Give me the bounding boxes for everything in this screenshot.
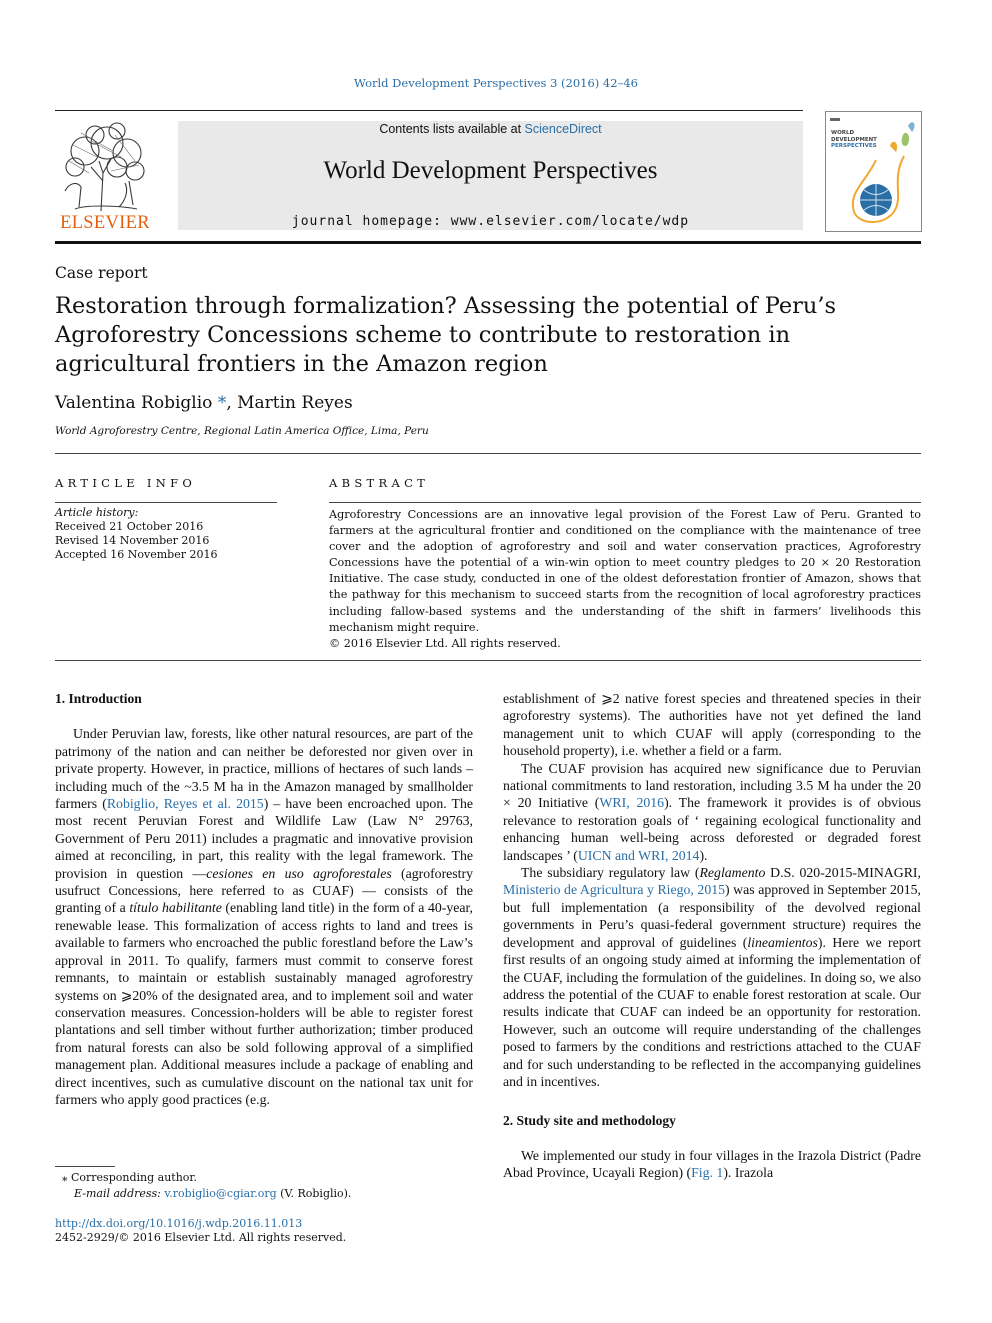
email-label: E-mail address: (74, 1187, 165, 1200)
divider-below-abstract (55, 660, 921, 661)
abstract-text: Agroforestry Concessions are an innovative legal provision of the Forest Law of Peru. Granted to farmers at the agricultural frontier and conditioned on the compliance with the maintenance of tree cover and the adoption of agroforestry and soil and water conservation practices, Agroforestry Concessions have the potential of a win-win option to meet country pledges to 20 × 20 Restoration Initiative. The case study, conducted in one of the oldest deforestation frontier of Amazon, shows that the pathway for this mechanism to succeed starts from the recognition of local agroforestry practices including fallow-based systems and the understanding of the shift in farmers’ livelihoods this mechanism might require. (329, 508, 921, 634)
journal-title: World Development Perspectives (323, 157, 658, 184)
cover-title-line-1: WORLD (831, 130, 855, 136)
right-p3-text-a: The subsidiary regulatory law ( (521, 865, 700, 881)
journal-homepage[interactable]: journal homepage: www.elsevier.com/locate/wdp (291, 214, 690, 229)
intro-term-titulo: título habilitante (129, 900, 222, 916)
issn-copyright: 2452-2929/© 2016 Elsevier Ltd. All rights reserved. (55, 1231, 347, 1244)
ref-wri-2016[interactable]: WRI, 2016 (599, 795, 665, 811)
received-date: Received 21 October 2016 (55, 520, 204, 533)
author-reyes[interactable]: Martin Reyes (237, 393, 353, 413)
intro-text-c: (agroforestry usufruct Concessions, here referred to as CUAF) — consists of the granting of a (55, 865, 473, 916)
accepted-date: Accepted 16 November 2016 (55, 548, 218, 561)
elsevier-wordmark: ELSEVIER (60, 213, 150, 233)
abstract-rule (329, 502, 921, 503)
article-title: Restoration through formalization? Assessing the potential of Peru’s Agroforestry Concessions scheme to contribute to restoration in agricultural frontiers in the Amazon region (55, 293, 837, 377)
article-info-heading: ARTICLE INFO (55, 476, 197, 490)
footnote-rule (55, 1166, 115, 1167)
doi-link[interactable]: http://dx.doi.org/10.1016/j.wdp.2016.11.013 (55, 1217, 303, 1230)
email-suffix: (V. Robiglio). (276, 1187, 352, 1200)
article-info-rule (55, 502, 277, 503)
author-email-link[interactable]: v.robiglio@cgiar.org (164, 1187, 277, 1200)
journal-masthead (178, 121, 803, 230)
revised-date: Revised 14 November 2016 (55, 534, 210, 547)
author-list (55, 393, 353, 413)
intro-paragraph-1 (55, 725, 473, 1108)
affiliation: World Agroforestry Centre, Regional Latin America Office, Lima, Peru (55, 425, 429, 437)
ref-fig-1[interactable]: Fig. 1 (691, 1165, 724, 1181)
contents-prefix: Contents lists available at (379, 122, 525, 136)
cover-globe-icon (826, 112, 921, 231)
journal-cover-image (825, 111, 922, 232)
abstract-block (329, 507, 921, 652)
right-p3-term-lineamientos: lineamientos (747, 934, 818, 950)
right-paragraph-1: establishment of ⩾2 native forest species and threatened species in their agroforestry systems). The authorities have not yet defined the land management unit to which CUAF will apply (corresponding to the household property), i.e. whether a field or a farm. (503, 691, 921, 759)
left-column (55, 690, 473, 1108)
header-thick-rule (55, 241, 921, 244)
intro-text-a: Under Peruvian law, forests, like other natural resources, are part of the patrimony of the nation and can neither be deforested nor given over in private property. However, in practice, millions of hectares of such lands – including much of the ~3.5 M ha in the Amazon managed by smallholder farmers ( (55, 726, 473, 812)
abstract-copyright: © 2016 Elsevier Ltd. All rights reserved. (329, 636, 561, 650)
history-label: Article history: (55, 506, 139, 519)
right-p3-text-b: D.S. 020-2015-MINAGRI, (765, 865, 921, 881)
divider-above-info (55, 453, 921, 454)
right-column (503, 690, 921, 1182)
intro-text-b: ) – have been encroached upon. The most recent Peruvian Forest and Wildlife Law (Law N° 29763, Government of Peru 2011) includes a pragmatic and innovative provision aimed at reconciling, in part, this reality with the legal framework. The provision in question — (55, 796, 473, 881)
right-p3-term-reglamento: Reglamento (699, 865, 766, 881)
right-p3-text-d: ). Here we report first results of an ongoing study aimed at informing the implementation of the CUAF, including the formulation of the guidelines. In doing so, we also address the potential of the CUAF to enable forest restoration at scale. Our results indicate that CUAF can indeed be an opportunity for restoration. However, such an outcome will require understanding of the challenges posed to farmers by the conditions and restrictions attached to the CUAF and for such understanding to be reflected in the accompanying guidelines and in incentives. (503, 934, 921, 1089)
right-p3-text-c: ) was approved in September 2015, but full implementation (a responsibility of the devolved regional governments in Peru’s quasi-federal government structure) requires the development and approval of guidelines ( (503, 882, 921, 950)
abstract-heading: ABSTRACT (329, 476, 430, 490)
author-separator: , (226, 393, 238, 413)
corresponding-author-note: ⁎ Corresponding author. (62, 1171, 197, 1184)
right-p2-text-b: ). The framework it provides is of obvious relevance to restoration goals of ‘ regaining ecological functionality and enhancing human well-being across deforested or degraded forest landscapes ’ ( (503, 795, 922, 863)
author-robiglio[interactable]: Valentina Robiglio (55, 393, 213, 413)
introduction-heading: 1. Introduction (55, 691, 142, 706)
study-site-heading: 2. Study site and methodology (503, 1113, 676, 1129)
intro-text-d: (enabling land title) in the form of a 40-year, renewable lease. This formalization of access rights to land and trees is available to farmers who encroached the public forestland before the Law’s approval in 2011. To qualify, farmers must commit to conserve forest remnants, to maintain or establish sustainably managed agroforestry systems on ⩾20% of the designated area, and to implement soil and water conservation measures. Concession-holders will be able to register forest plantations and sell timber without further authorization; timber produced from natural forests can also be sold following approval of a simplified management plan. Additional measures include a package of enabling and direct incentives, such as cumulative discount on the national tax unit for farmers who apply good practices (e.g. (55, 900, 473, 1107)
cover-title-line-2: DEVELOPMENT (831, 136, 877, 143)
sciencedirect-link[interactable]: ScienceDirect (524, 122, 602, 136)
contents-line (178, 122, 803, 136)
right-paragraph-2 (503, 760, 921, 864)
article-type: Case report (55, 264, 148, 282)
cover-title-line-3: PERSPECTIVES (831, 143, 877, 149)
ref-minagri-2015[interactable]: Ministerio de Agricultura y Riego, 2015 (503, 882, 726, 898)
ref-uicn-wri-2014[interactable]: UICN and WRI, 2014 (577, 847, 700, 863)
journal-citation[interactable]: World Development Perspectives 3 (2016) 42–46 (354, 76, 638, 90)
study-paragraph-1 (503, 1147, 921, 1182)
email-note (74, 1186, 351, 1202)
article-history (55, 506, 277, 562)
study-text-b: ). Irazola (723, 1165, 774, 1181)
right-p2-text-a: The CUAF provision has acquired new significance due to Peruvian national commitments to land restoration, including 3.5 M ha under the 20 × 20 Initiative ( (503, 760, 921, 811)
study-text-a: We implemented our study in four villages in the Irazola District (Padre Abad Province, Ucayali Region) ( (503, 1147, 921, 1181)
corresponding-author-mark[interactable]: * (217, 393, 227, 413)
right-paragraph-3 (503, 864, 921, 1090)
right-p2-text-c: ). (699, 847, 708, 863)
ref-robiglio-2015[interactable]: Robiglio, Reyes et al. 2015 (106, 796, 264, 812)
header-rule (55, 110, 803, 111)
intro-term-cesiones: cesiones en uso agroforestales (206, 865, 392, 881)
